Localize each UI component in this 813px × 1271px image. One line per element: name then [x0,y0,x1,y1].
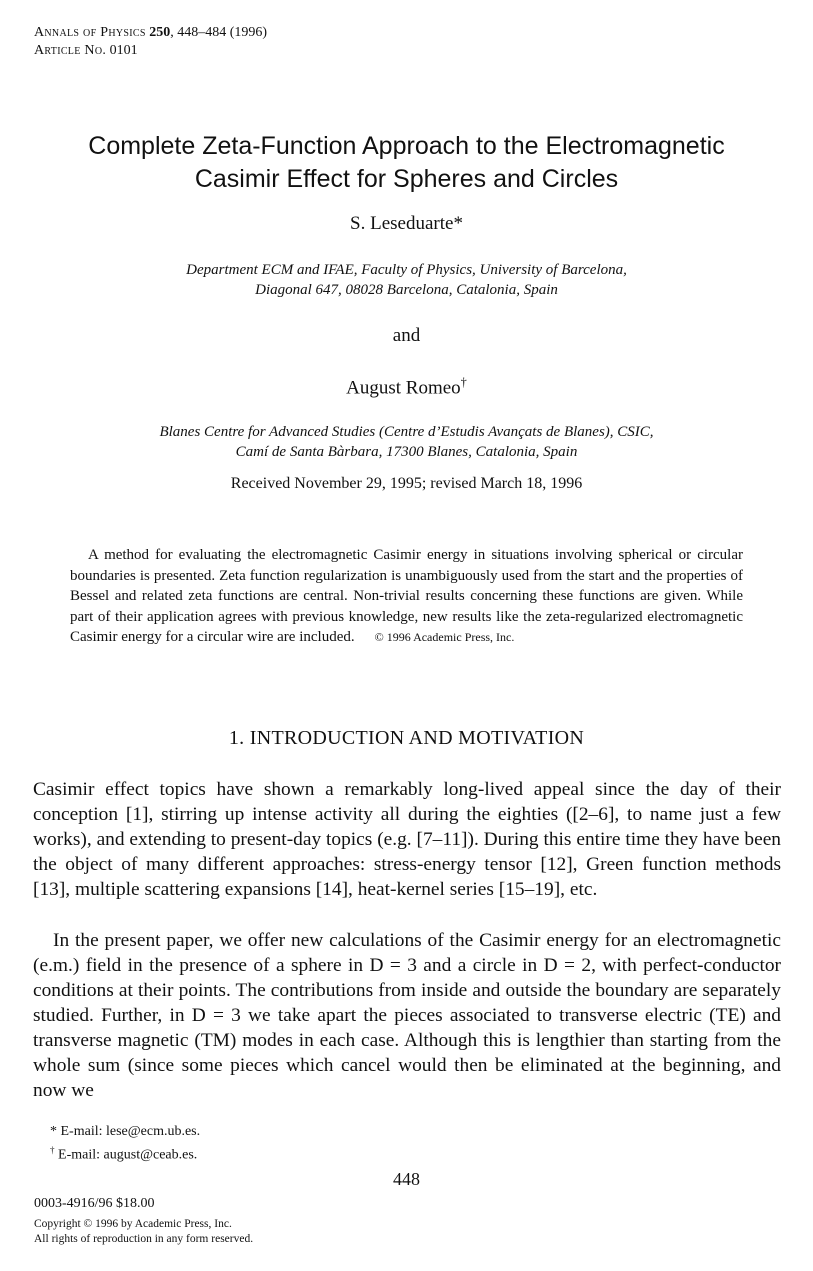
footnote-2 [50,1141,197,1165]
author-1: S. Leseduarte* [350,213,463,234]
article-number [34,42,267,60]
body-paragraph-1: Casimir effect topics have shown a remarkably long-lived appeal since the day of their conception [1], stirring up intense activity all during the eighties ([2–6], to name just a few works), and extending to present-day topics (e.g. [7–11]). During this entire time they have been the object of many different approaches: stress-energy tensor [12], Green function methods [13], multiple scattering expansions [14], heat-kernel series [15–19], etc. [33,779,781,900]
journal-pages: , 448–484 (1996) [170,25,268,40]
body-paragraph-2: In the present paper, we offer new calculations of the Casimir energy for an electromagnetic (e.m.) field in the presence of a sphere in D = 3 and a circle in D = 2, with perfect-conductor conditions at their points. The contributions from inside and outside the boundary are separately studied. Further, in D = 3 we take apart the pieces associated to transverse electric (TE) and transverse magnetic (TM) modes in each case. Although this is lengthier than starting from the whole sum (since some pieces which cancel would then be eliminated at the beginning, and now we [33,930,781,1101]
affiliation-1-line-2: Diagonal 647, 08028 Barcelona, Catalonia, Spain [255,282,558,298]
issn-price: 0003-4916/96 $18.00 [34,1196,155,1211]
footnote-1: * E-mail: lese@ecm.ub.es. [50,1124,201,1139]
page-number: 448 [393,1169,420,1189]
article-label: Article No. [34,43,107,58]
copyright-notice [34,1217,253,1247]
abstract [70,545,743,648]
affiliation-2 [60,422,753,462]
paper-title [40,130,773,196]
journal-citation [34,24,267,42]
footnote-2-text: E-mail: august@ceab.es. [54,1147,198,1163]
copyright-line-1: Copyright © 1996 by Academic Press, Inc. [34,1218,232,1230]
abstract-text: A method for evaluating the electromagnetic Casimir energy in situations involving spherical or circular boundaries is presented. Zeta function regularization is unambiguously used from the start and the properties of Bessel and related zeta functions are central. Non-trivial results concerning these functions are given. While part of their application agrees with previous knowledge, new results like the zeta-regularized electromagnetic Casimir energy for a circular wire are included. [70,547,743,645]
journal-header [34,24,267,60]
author-2-mark: † [460,375,467,389]
section-heading: 1. INTRODUCTION AND MOTIVATION [228,727,585,749]
affiliation-2-line-2: Camí de Santa Bàrbara, 17300 Blanes, Catalonia, Spain [235,444,578,460]
journal-volume: 250 [149,25,171,40]
article-no: 0101 [109,43,138,58]
author-2-name: August Romeo [346,377,461,399]
footnote-2-mark: † [50,1145,55,1155]
title-line-1: Complete Zeta-Function Approach to the Electromagnetic [88,132,725,160]
journal-name: Annals of Physics [34,25,146,40]
abstract-copyright: © 1996 Academic Press, Inc. [374,630,515,644]
copyright-line-2: All rights of reproduction in any form reserved. [34,1233,254,1245]
title-line-2: Casimir Effect for Spheres and Circles [194,165,619,193]
and-separator: and [392,325,421,346]
affiliation-1 [60,260,753,300]
affiliation-1-line-1: Department ECM and IFAE, Faculty of Physics, University of Barcelona, [186,262,627,278]
received-dates: Received November 29, 1995; revised March 18, 1996 [230,475,583,492]
affiliation-2-line-1: Blanes Centre for Advanced Studies (Centre d’Estudis Avançats de Blanes), CSIC, [159,424,654,440]
author-2 [0,375,813,399]
